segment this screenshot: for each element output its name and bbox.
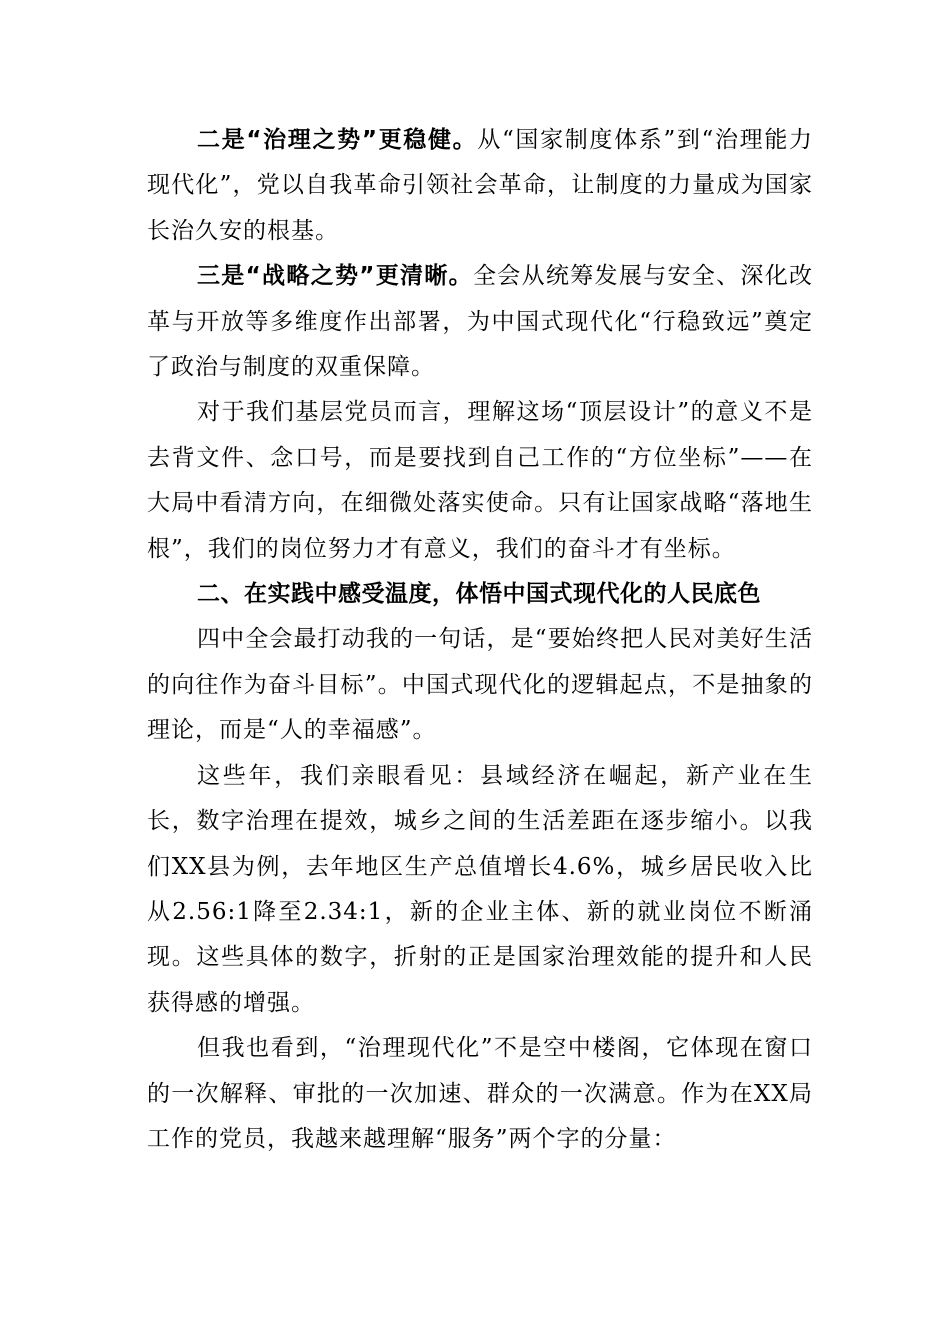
paragraph-text: 从“国家制度体系”到“治理能力现代化”，党以自我革命引领社会革命，让制度的力量成为国家长治久安的根基。 [147, 127, 814, 244]
paragraph-governance [147, 118, 813, 254]
paragraph-grassroots [147, 390, 813, 572]
paragraph-county-data [147, 754, 813, 1026]
paragraph-text: 但我也看到，“治理现代化”不是空中楼阁，它体现在窗口的一次解释、审批的一次加速、群众的一次满意。作为在XX局工作的党员，我越来越理解“服务”两个字的分量： [147, 1035, 813, 1152]
paragraph-lead: 三是“战略之势”更清晰。 [197, 263, 473, 290]
paragraph-service [147, 1026, 813, 1162]
paragraph-lead: 二是“治理之势”更稳健。 [197, 127, 478, 153]
paragraph-text: 这些年，我们亲眼看见：县域经济在崛起，新产业在生长，数字治理在提效，城乡之间的生活差距在逐步缩小。以我们XX县为例，去年地区生产总值增长4.6%，城乡居民收入比从2.56:1降至2.34:1，新的企业主体、新的就业岗位不断涌现。这些具体的数字，折射的正是国家治理效能的提升和人民获得感的增强。 [147, 762, 813, 1016]
paragraph-text: 全会从统筹发展与安全、深化改革与开放等多维度作出部署，为中国式现代化“行稳致远”奠定了政治与制度的双重保障。 [147, 263, 814, 381]
paragraph-strategy [147, 254, 813, 390]
document-body [147, 118, 813, 1162]
paragraph-plenum-quote [147, 617, 813, 753]
paragraph-text: 四中全会最打动我的一句话，是“要始终把人民对美好生活的向往作为奋斗目标”。中国式现代化的逻辑起点，不是抽象的理论，而是“人的幸福感”。 [147, 626, 813, 744]
section-heading: 二、在实践中感受温度，体悟中国式现代化的人民底色 [197, 581, 761, 608]
paragraph-text: 对于我们基层党员而言，理解这场“顶层设计”的意义不是去背文件、念口号，而是要找到自己工作的“方位坐标”——在大局中看清方向，在细微处落实使命。只有让国家战略“落地生根”，我们的岗位努力才有意义，我们的奋斗才有坐标。 [147, 399, 813, 562]
